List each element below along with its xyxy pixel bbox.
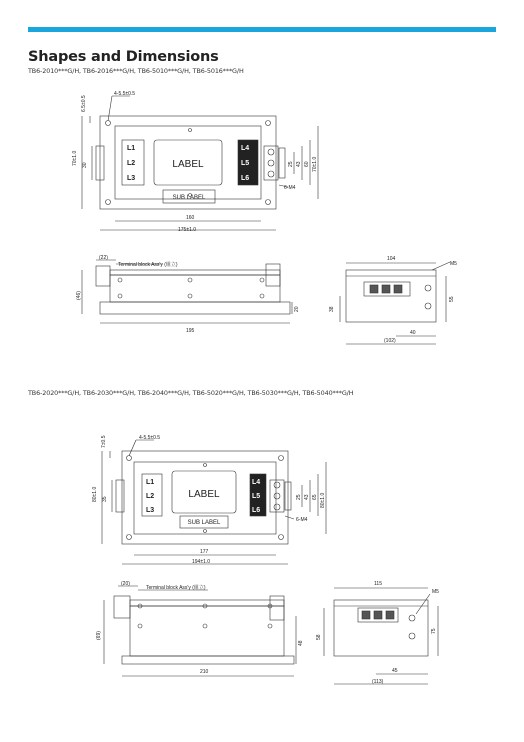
s2-terminal-l2: L2 [146, 493, 155, 500]
s2-left-bracket [116, 480, 124, 512]
section2-front-view [104, 586, 296, 676]
s2-front-base [122, 656, 294, 664]
s1-hole-br [266, 200, 271, 205]
s1-screw: 6-M4 [284, 185, 296, 191]
s1-sub-label: SUB LABEL [172, 195, 206, 201]
section1-front-view [82, 260, 292, 323]
s1-terminal-l2: L2 [127, 160, 136, 167]
s2-front-right-terminal [270, 596, 284, 620]
s1-front-dim-height: (46) [76, 291, 82, 300]
s2-front-dim-length: 210 [200, 669, 209, 675]
s1-front-base [100, 302, 290, 314]
s2-dim-left-inner: 35 [102, 496, 108, 502]
s1-dim-right-43: 43 [296, 161, 302, 167]
s2-dim-left-top: 7±0.5 [101, 435, 107, 448]
s1-hole-tr [266, 121, 271, 126]
s2-side-dim-58: 58 [316, 634, 322, 640]
s2-side-dim-45: 45 [392, 668, 398, 674]
s1-label: LABEL [172, 159, 204, 170]
s1-terminal-l3: L3 [127, 175, 136, 182]
section2-models: TB6-2020***G/H, TB6-2030***G/H, TB6-2040***G/H, TB6-5020***G/H, TB6-5030***G/H, TB6-5040***G/H [28, 389, 354, 397]
s1-side-dim-38: 38 [329, 306, 335, 312]
s1-front-left-terminal [96, 266, 110, 286]
section2-top-view [102, 440, 326, 564]
s1-dim-right-25: 25 [288, 161, 294, 167]
section1-models: TB6-2010***G/H, TB6-2016***G/H, TB6-5010***G/H, TB6-5016***G/H [28, 67, 244, 75]
s1-dim-bottom-overall: 175±1.0 [178, 227, 197, 233]
s2-hole-dim: 4-5.5±0.5 [139, 435, 161, 441]
page-title: Shapes and Dimensions [28, 49, 219, 65]
s1-front-dim-20: 20 [294, 306, 300, 312]
s2-terminal-l6: L6 [252, 507, 261, 514]
s2-dim-right-65: 65 [312, 494, 318, 500]
s1-side-dim-102: (102) [384, 338, 396, 344]
s2-side-dim-75: 75 [431, 628, 437, 634]
s1-front-terminal-note: Terminal block Ass'y (組立) [118, 262, 178, 268]
s2-terminal-l5: L5 [252, 493, 261, 500]
section2-side-view [324, 588, 438, 684]
s2-dim-left-height: 80±1.0 [92, 486, 98, 502]
s2-front-dim-height: (69) [96, 631, 102, 640]
s2-right-screw-block [270, 480, 284, 512]
s2-terminal-l3: L3 [146, 507, 155, 514]
s1-hole-bl [106, 200, 111, 205]
s1-side-dim-55: 55 [449, 296, 455, 302]
s2-dim-bottom-inner: 177 [200, 549, 209, 555]
s1-hole-dim: 4-5.5±0.5 [114, 91, 136, 97]
s2-front-dim-20: (20) [121, 581, 130, 587]
s2-side-body [334, 600, 428, 656]
s2-sub-label: SUB LABEL [187, 520, 221, 526]
s2-dim-right-25: 25 [296, 494, 302, 500]
s2-dim-bottom-overall: 194±1.0 [192, 559, 211, 565]
s2-side-dim-113: (113) [372, 679, 384, 685]
s1-dim-left-height: 70±1.0 [72, 150, 78, 166]
s2-front-dim-48: 48 [298, 640, 304, 646]
s2-terminal-l4: L4 [252, 479, 261, 486]
s1-dim-left-top: 6.5±0.5 [81, 95, 87, 112]
s2-side-m5: M5 [432, 589, 439, 595]
s1-dim-right-overall: 70±1.0 [312, 156, 318, 172]
s1-front-dim-22: (22) [99, 255, 108, 261]
s1-terminal-l5: L5 [241, 160, 250, 167]
s2-terminal-l1: L1 [146, 479, 155, 486]
s1-dim-left-inner: 30 [82, 162, 88, 168]
s1-side-dim-width: 104 [387, 256, 396, 262]
s2-front-left-terminal [114, 596, 130, 618]
s2-side-dim-width: 115 [374, 581, 382, 587]
s1-terminal-l1: L1 [127, 145, 136, 152]
s1-dim-bottom-inner: 160 [186, 215, 195, 221]
s2-dim-right-43: 43 [304, 494, 310, 500]
s1-terminal-l4: L4 [241, 145, 250, 152]
s2-label: LABEL [188, 489, 220, 500]
s2-dim-right-overall: 80±1.0 [320, 492, 326, 508]
s2-front-terminal-note: Terminal block Ass'y (組立) [146, 585, 206, 591]
section1-side-view [340, 262, 450, 344]
s1-front-dim-length: 195 [186, 328, 195, 334]
s1-terminal-l6: L6 [241, 175, 250, 182]
s1-side-dim-40: 40 [410, 330, 416, 336]
s1-dim-right-60: 60 [304, 161, 310, 167]
s1-side-m5: M5 [450, 261, 457, 267]
s1-hole-tl [106, 121, 111, 126]
s2-screw: 6-M4 [296, 517, 308, 523]
